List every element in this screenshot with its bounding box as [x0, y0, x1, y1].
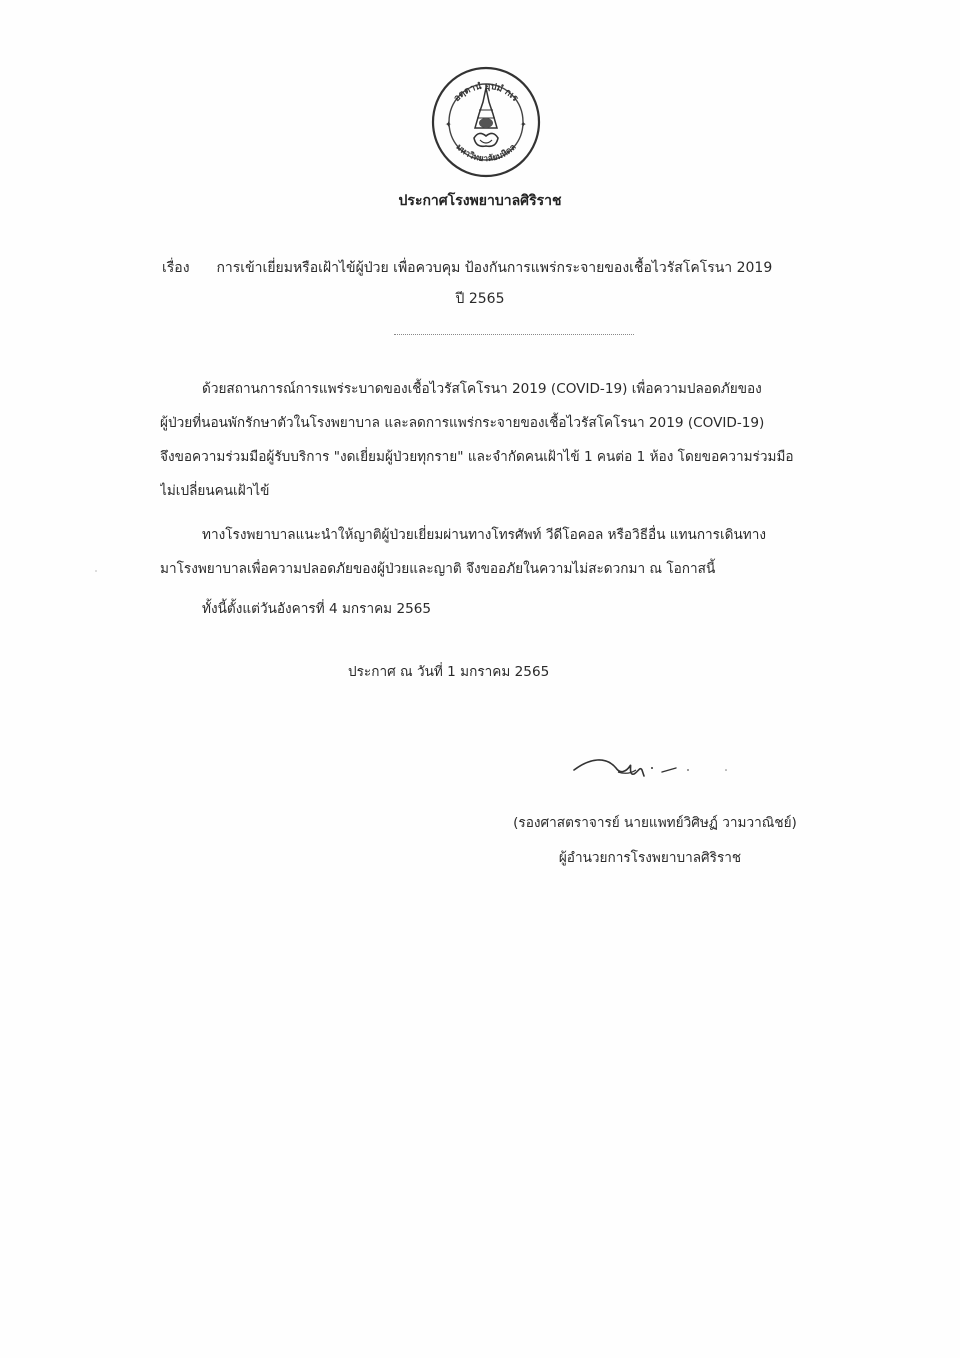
svg-text:✦: ✦ [445, 120, 452, 129]
paragraph-2 [160, 518, 844, 586]
paragraph-line: ผู้ป่วยที่นอนพักรักษาตัวในโรงพยาบาล และลดการแพร่กระจายของเชื้อไวรัสโคโรนา 2019 (COVID-19) [160, 415, 765, 431]
paragraph-line: ด้วยสถานการณ์การแพร่ระบาดของเชื้อไวรัสโคโรนา 2019 (COVID-19) เพื่อความปลอดภัยของ [202, 381, 762, 397]
signer-name: (รองศาสตราจารย์ นายแพทย์วิศิษฏ์ วามวาณิชย์) [513, 815, 797, 831]
handwritten-signature-icon [570, 748, 740, 788]
paragraph-line: มาโรงพยาบาลเพื่อความปลอดภัยของผู้ป่วยและญาติ จึงขออภัยในความไม่สะดวกมา ณ โอกาสนี้ [160, 561, 716, 577]
svg-text:อตฺตานํ อุปมํ กเร: อตฺตานํ อุปมํ กเร [452, 81, 520, 104]
svg-text:✦: ✦ [520, 120, 527, 129]
mahidol-university-seal-icon [431, 66, 541, 178]
subject-row [162, 257, 772, 279]
paragraph-line: จึงขอความร่วมมือผู้รับบริการ "งดเยี่ยมผู้ป่วยทุกราย" และจำกัดคนเฝ้าไข้ 1 คนต่อ 1 ห้อง โดยขอความร่วมมือ [160, 449, 794, 465]
paragraph-line: ไม่เปลี่ยนคนเฝ้าไข้ [160, 483, 270, 499]
dotted-separator [394, 334, 634, 335]
svg-text:มหาวิทยาลัยมหิดล: มหาวิทยาลัยมหิดล [453, 142, 519, 165]
subject-text: การเข้าเยี่ยมหรือเฝ้าไข้ผู้ป่วย เพื่อควบคุม ป้องกันการแพร่กระจายของเชื้อไวรัสโคโรนา 2019 [216, 260, 773, 276]
signer-position: ผู้อำนวยการโรงพยาบาลศิริราช [558, 850, 742, 866]
subject-label: เรื่อง [162, 260, 190, 276]
paragraph-line: ทางโรงพยาบาลแนะนำให้ญาติผู้ป่วยเยี่ยมผ่านทางโทรศัพท์ วีดีโอคอล หรือวิธีอื่น แทนการเดินทาง [202, 527, 766, 543]
effective-date: ทั้งนี้ตั้งแต่วันอังคารที่ 4 มกราคม 2565 [202, 601, 432, 617]
paragraph-1 [160, 372, 844, 508]
subject-year: ปี 2565 [455, 291, 505, 307]
announcement-title: ประกาศโรงพยาบาลศิริราช [398, 193, 562, 209]
scan-speck [95, 570, 97, 572]
announced-date: ประกาศ ณ วันที่ 1 มกราคม 2565 [348, 664, 550, 680]
